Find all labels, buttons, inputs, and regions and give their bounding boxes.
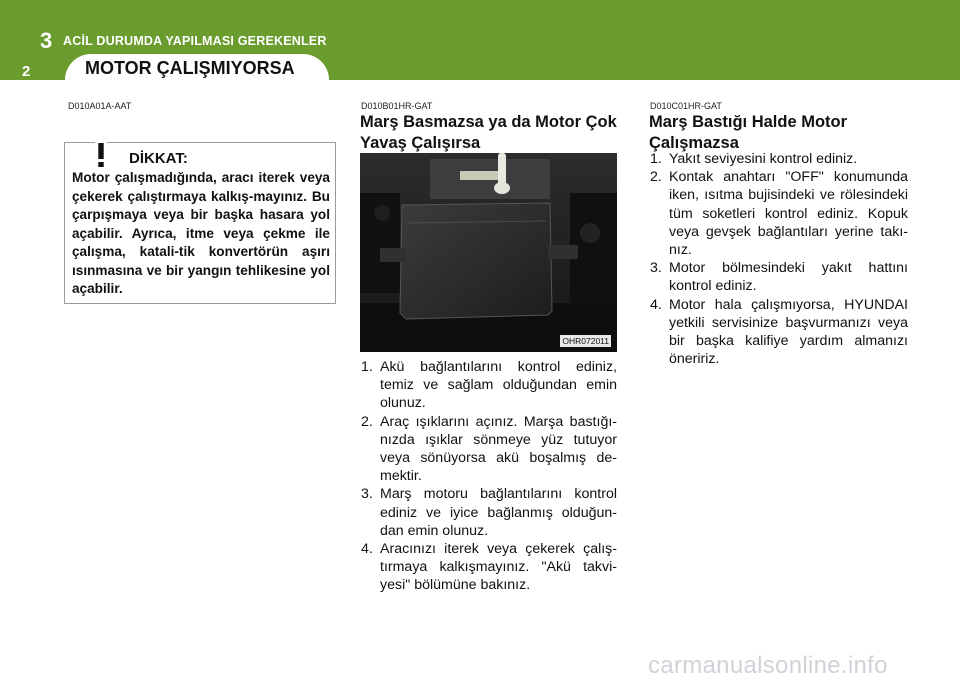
middle-heading-line2: Yavaş Çalışırsa: [360, 134, 481, 152]
right-heading-line2: Çalışmazsa: [649, 134, 739, 152]
photo-caption: OHR072011: [562, 336, 609, 346]
list-item: 3. Motor bölmesindeki yakıt hattını kontrol ediniz.: [650, 260, 908, 295]
engine-battery-photo: [360, 153, 617, 352]
left-code: D010A01A-AAT: [68, 101, 132, 111]
chapter-title: ACİL DURUMDA YAPILMASI GEREKENLER: [63, 34, 327, 48]
middle-heading: [360, 112, 617, 154]
list-item: 1. Yakıt seviyesini kontrol ediniz.: [650, 151, 858, 167]
list-item: 4. Aracınızı iterek veya çekerek çalış-tırmaya kalkışmayınız. "Akü takvi-yesi" bölümüne bakınız.: [361, 541, 617, 594]
middle-steps-list: [361, 358, 617, 595]
right-heading-line1: Marş Bastığı Halde Motor: [649, 113, 848, 131]
section-title: MOTOR ÇALIŞMIYORSA: [85, 58, 295, 78]
chapter-number: 3: [40, 28, 53, 53]
middle-heading-line1: Marş Basmazsa ya da Motor Çok: [360, 113, 617, 131]
warning-text: Motor çalışmadığında, aracı iterek veya çekerek çalıştırmaya kalkış-mayınız. Bu çarpışmaya veya bir başka hasara yol açabilir. Ayrıca, itme veya çekme ile çalışma, katali-tik konvertörün aşırı ısınmasına ve bir yangın tehlikesine yol açabilir.: [72, 170, 330, 296]
list-item: 4. Motor hala çalışmıyorsa, HYUNDAI yetkili servisinize başvurmanızı veya bir başka kalifiye yardım almanızı öneririz.: [650, 296, 908, 368]
right-heading: [649, 112, 847, 154]
watermark: carmanualsonline.info: [648, 652, 888, 679]
list-item: 2. Araç ışıklarını açınız. Marşa bastığı-nızda ışıklar sönmeye yüz tutuyor veya sönüyorsa akü boşalmış de-mektir.: [361, 413, 617, 485]
middle-code: D010B01HR-GAT: [361, 101, 433, 111]
right-code: D010C01HR-GAT: [650, 101, 722, 111]
warning-title: DİKKAT:: [129, 150, 188, 167]
list-item: 3. Marş motoru bağlantılarını kontrol ediniz ve iyice bağlanmış olduğun-dan emin olunuz.: [361, 486, 617, 539]
list-item: 1. Akü bağlantılarını kontrol ediniz, temiz ve sağlam olduğundan emin olunuz.: [361, 359, 617, 412]
page-number: 2: [22, 63, 31, 80]
warning-box: [64, 142, 336, 304]
list-item: 2. Kontak anahtarı "OFF" konumunda iken, ısıtma bujisindeki ve rölesindeki tüm soketleri kontrol ediniz. Kopuk veya gevşek bağlantıları yerine takı-nız.: [650, 169, 908, 259]
right-steps-list: [650, 150, 908, 368]
